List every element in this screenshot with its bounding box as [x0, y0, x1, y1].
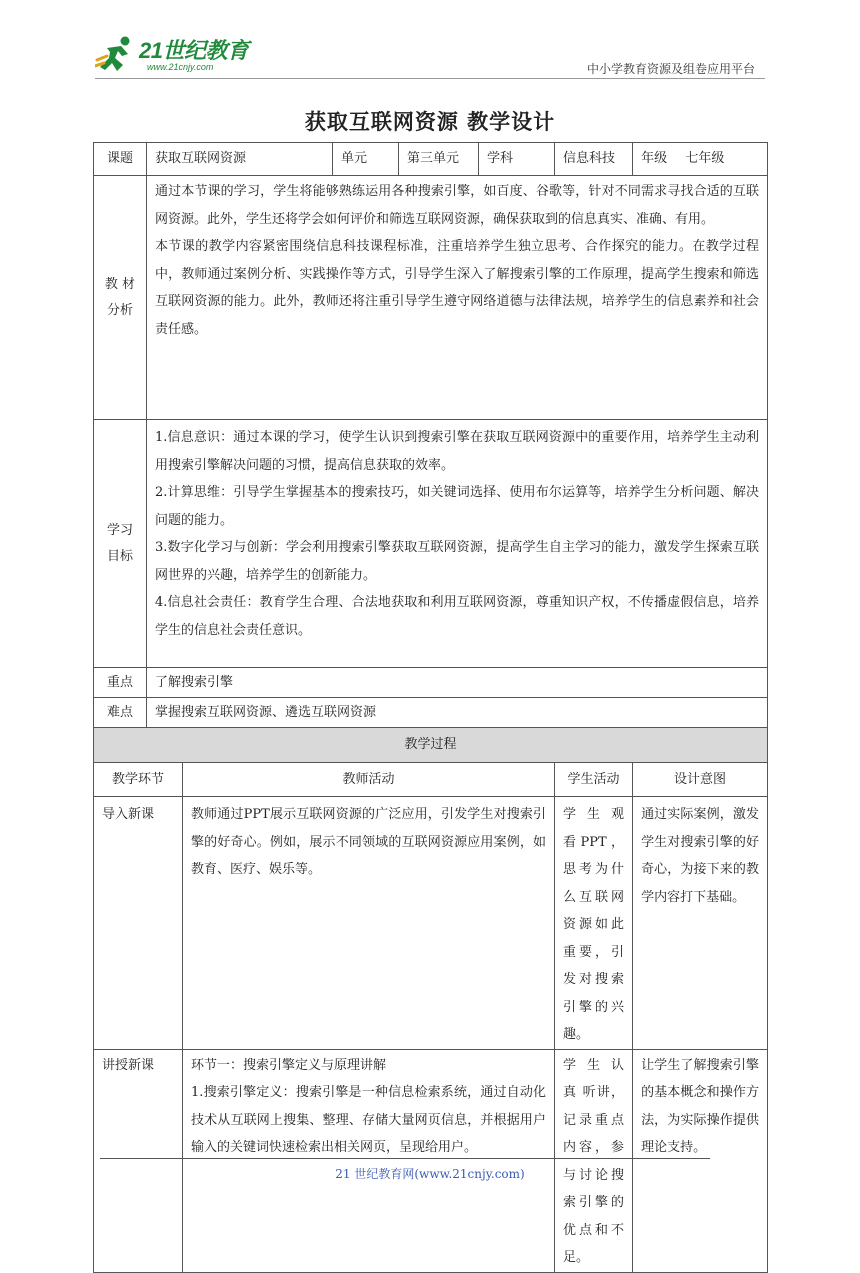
teacher-activity-text: 1.搜索引擎定义：搜索引擎是一种信息检索系统，通过自动化技术从互联网上搜集、整理、存储大量网页信息，并根据用户输入的关键词快速检索出相关网页，呈现给用户。: [191, 1085, 547, 1155]
page-header: [95, 28, 765, 80]
objective-item: 3.数字化学习与创新：学会利用搜索引擎获取互联网资源，提高学生自主学习的能力，激发学生探索互联网世界的兴趣，培养学生的创新能力。: [155, 540, 760, 583]
runner-logo-icon: [95, 34, 139, 74]
objectives-row: [94, 420, 768, 668]
key-point-row: [94, 668, 768, 698]
design-intent-cell: 通过实际案例，激发学生对搜索引擎的好奇心，为接下来的教学内容打下基础。: [633, 797, 768, 1050]
header-divider: [95, 78, 765, 79]
logo-text: 21世纪教育: [139, 38, 249, 63]
objectives-content: [147, 420, 768, 668]
difficulty-text: 掌握搜索互联网资源、遴选互联网资源: [147, 698, 768, 728]
column-header-intent: 设计意图: [633, 763, 768, 797]
grade-value: 七年级: [685, 151, 725, 167]
process-header-row: [94, 763, 768, 797]
document-title: 获取互联网资源 教学设计: [304, 110, 556, 134]
footer-source[interactable]: 21 世纪教育网(www.21cnjy.com): [335, 1167, 525, 1181]
teacher-activity-cell: [183, 1049, 555, 1272]
unit-value: 第三单元: [399, 143, 479, 176]
unit-label: 单元: [333, 143, 399, 176]
objective-item: 1.信息意识：通过本课的学习，使学生认识到搜索引擎在获取互联网资源中的重要作用，培养学生主动利用搜索引擎解决问题的习惯，提高信息获取的效率。: [155, 430, 760, 473]
column-header-teacher: 教师活动: [183, 763, 555, 797]
objectives-label: 学习目标: [94, 420, 147, 668]
process-heading: 教学过程: [94, 728, 768, 763]
teacher-activity-cell: 教师通过PPT展示互联网资源的广泛应用，引发学生对搜索引擎的好奇心。例如，展示不同领域的互联网资源应用案例，如教育、医疗、娱乐等。: [183, 797, 555, 1050]
process-row-intro: [94, 797, 768, 1050]
grade-cell: [633, 143, 768, 176]
info-row: [94, 143, 768, 176]
platform-name: 中小学教育资源及组卷应用平台: [586, 62, 755, 76]
analysis-row: [94, 176, 768, 420]
process-heading-row: [94, 728, 768, 763]
analysis-paragraph-1: 通过本节课的学习，学生将能够熟练运用各种搜索引擎，如百度、谷歌等，针对不同需求寻找合适的互联网资源。此外，学生还将学会如何评价和筛选互联网资源，确保获取到的信息真实、准确、有用。: [155, 184, 760, 227]
logo-url: www.21cnjy.com: [147, 62, 214, 72]
analysis-paragraph-2: 本节课的教学内容紧密围绕信息科技课程标准，注重培养学生独立思考、合作探究的能力。在教学过程中，教师通过案例分析、实践操作等方式，引导学生深入了解搜索引擎的工作原理，提高学生搜索和筛选互联网资源的能力。此外，教师还将注重引导学生遵守网络道德与法律法规，培养学生的信息素养和社会责任感。: [155, 239, 760, 337]
student-activity-cell: 学 生 观 看PPT，思考为什么互联网资源如此重要，引发对搜索引擎的兴趣。: [555, 797, 633, 1050]
difficulty-label: 难点: [94, 698, 147, 728]
grade-label: 年级: [641, 151, 668, 167]
subject-label: 学科: [479, 143, 555, 176]
stage-cell: 导入新课: [94, 797, 183, 1050]
lesson-plan-table: [93, 142, 768, 1273]
key-point-text: 了解搜索引擎: [147, 668, 768, 698]
topic-label: 课题: [94, 143, 147, 176]
analysis-content: [147, 176, 768, 420]
analysis-label: 教 材分析: [94, 176, 147, 420]
objective-item: 4.信息社会责任：教育学生合理、合法地获取和利用互联网资源，尊重知识产权，不传播虚假信息，培养学生的信息社会责任意识。: [155, 595, 760, 638]
key-point-label: 重点: [94, 668, 147, 698]
process-row-new-lesson: [94, 1049, 768, 1272]
subject-value: 信息科技: [555, 143, 633, 176]
difficulty-row: [94, 698, 768, 728]
column-header-stage: 教学环节: [94, 763, 183, 797]
column-header-student: 学生活动: [555, 763, 633, 797]
objective-item: 2.计算思维：引导学生掌握基本的搜索技巧，如关键词选择、使用布尔运算等，培养学生分析问题、解决问题的能力。: [155, 485, 760, 528]
site-logo[interactable]: [95, 32, 265, 76]
student-activity-cell: 学 生 认 真 听讲，记录重点内容，参与讨论搜索引擎的优点和不足。: [555, 1049, 633, 1272]
topic-value: 获取互联网资源: [147, 143, 333, 176]
stage-cell: 讲授新课: [94, 1049, 183, 1272]
footer-divider: [100, 1158, 710, 1159]
teacher-activity-heading: 环节一：搜索引擎定义与原理讲解: [191, 1057, 387, 1073]
design-intent-cell: 让学生了解搜索引擎的基本概念和操作方法，为实际操作提供理论支持。: [633, 1049, 768, 1272]
